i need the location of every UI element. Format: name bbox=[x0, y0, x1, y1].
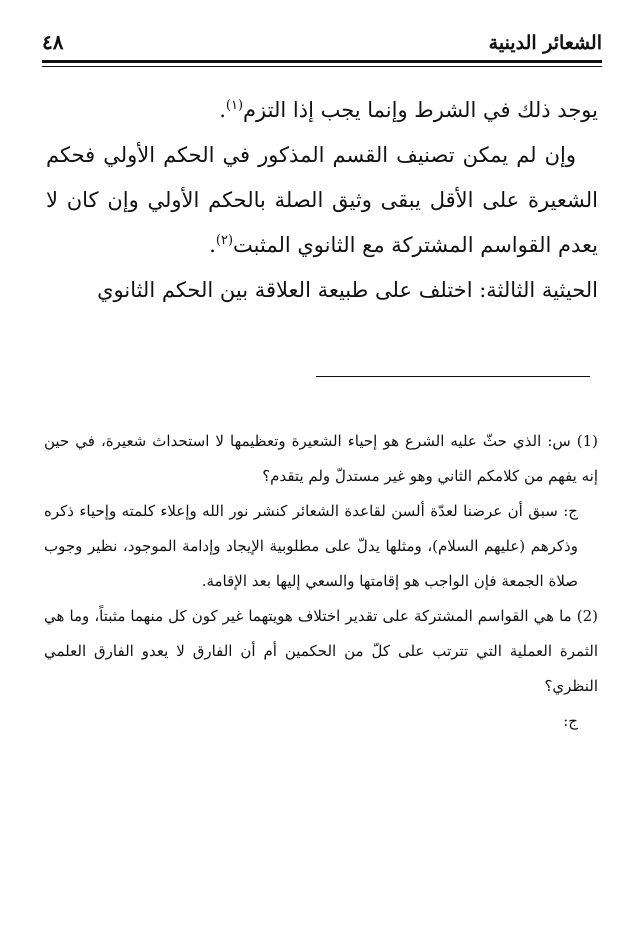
main-text bbox=[46, 88, 598, 313]
footnote-2-question-text: ما هي القواسم المشتركة على تقدير اختلاف هويتهما غير كون كل منهما مثبتاً، وما هي الثمرة العملية التي تترتب على كلّ من الحكمين أم أن الفارق لا يعدو الفارق العلمي النظري؟ bbox=[44, 607, 598, 695]
running-header-title: الشعائر الدينية bbox=[488, 32, 602, 54]
footnote-1-number: (1) bbox=[576, 432, 598, 450]
header-rule-thick bbox=[42, 60, 602, 63]
running-header bbox=[42, 22, 602, 58]
footnote-2-number: (2) bbox=[576, 607, 598, 625]
paragraph-1-text: يوجد ذلك في الشرط وإنما يجب إذا التزم bbox=[243, 98, 598, 122]
footnote-1-answer-text: ج: سبق أن عرضنا لعدّة ألسن لقاعدة الشعائر كنشر نور الله وإعلاء كلمته وإحياء ذكره وذكرهم (عليهم السلام)، ومثلها يدلّ على مطلوبية الإيجاد وإدامة الموجود، نظير وجوب صلاة الجمعة فإن الواجب هو إقامتها والسعي إليها بعد الإقامة. bbox=[44, 502, 578, 590]
footnote-2-answer bbox=[44, 704, 598, 739]
footnote-2-question bbox=[44, 599, 598, 704]
paragraph-2 bbox=[46, 133, 598, 268]
footnote-2-answer-text: ج: bbox=[563, 712, 578, 730]
footnote-1-question-text: س: الذي حثّ عليه الشرع هو إحياء الشعيرة وتعظيمها لا استحداث شعيرة، في حين إنه يفهم من كلامكم الثاني وهو غير مستدلّ ولم يتقدم؟ bbox=[44, 432, 598, 485]
footnote-ref-1[interactable]: (١) bbox=[225, 98, 244, 113]
paragraph-2-text: وإن لم يمكن تصنيف القسم المذكور في الحكم الأولي فحكم الشعيرة على الأقل يبقى وثيق الصلة بالحكم الأولي وإن كان لا يعدم القواسم المشتركة مع الثانوي المثبت bbox=[46, 143, 598, 257]
footnotes bbox=[44, 424, 598, 739]
footnote-1-question bbox=[44, 424, 598, 494]
footnote-1-answer bbox=[44, 494, 598, 599]
header-rule-thin bbox=[42, 66, 602, 67]
page-number: ٤٨ bbox=[42, 30, 64, 54]
footnote-separator bbox=[316, 376, 590, 377]
paragraph-1 bbox=[46, 88, 598, 133]
paragraph-1-end: . bbox=[219, 98, 226, 122]
paragraph-2-end: . bbox=[209, 233, 216, 257]
paragraph-3 bbox=[46, 268, 598, 313]
paragraph-3-text: الحيثية الثالثة: اختلف على طبيعة العلاقة بين الحكم الثانوي bbox=[97, 278, 598, 302]
footnote-ref-2[interactable]: (٢) bbox=[215, 233, 234, 248]
